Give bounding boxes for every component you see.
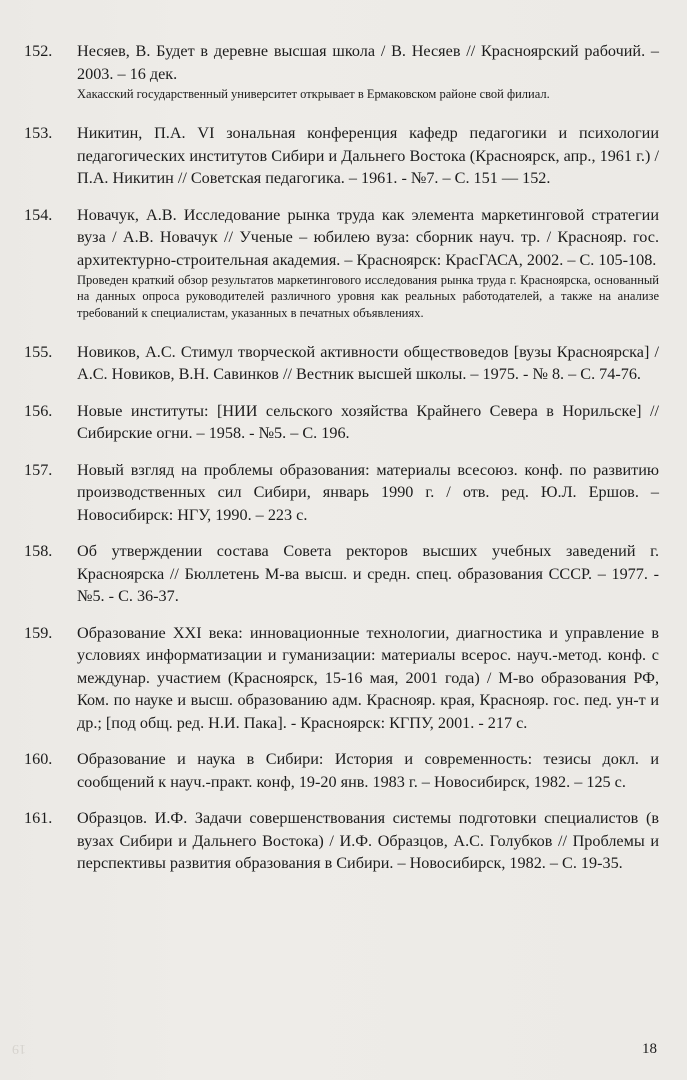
bibliography-entry-152	[24, 40, 659, 102]
entry-number: 156.	[24, 401, 53, 420]
entry-citation: Никитин, П.А. VI зональная конференция кафедр педагогики и психологии педагогических институтов Сибири и Дальнего Востока (Красноярск, апр., 1961 г.) / П.А. Никитин // Советская педагогика. – 1961. - №7. – С. 151 — 152.	[77, 124, 659, 188]
entry-number: 159.	[24, 623, 53, 642]
bibliography-entry-159	[24, 622, 659, 735]
entry-body	[77, 807, 659, 875]
bleed-through-page-number: 19	[12, 1041, 26, 1056]
entry-number: 158.	[24, 542, 53, 561]
entry-body	[77, 40, 659, 102]
entry-body	[77, 540, 659, 608]
bibliography-entry-158	[24, 540, 659, 608]
entry-number: 155.	[24, 342, 53, 361]
bibliography-entry-160	[24, 748, 659, 793]
entry-annotation: Проведен краткий обзор результатов маркетингового исследования рынка труда г. Красноярска, основанный на данных опроса руководителей различного уровня как реальных работодателей, а также на анализе требований к специалистам, указанных в печатных объявлениях.	[77, 273, 659, 320]
entry-annotation: Хакасский государственный университет открывает в Ермаковском районе свой филиал.	[77, 87, 550, 101]
entry-number: 161.	[24, 809, 53, 828]
bibliography-list	[24, 40, 659, 875]
bibliography-entry-157	[24, 459, 659, 527]
entry-body	[77, 459, 659, 527]
bibliography-entry-153	[24, 122, 659, 190]
entry-number: 153.	[24, 124, 53, 143]
entry-number: 157.	[24, 460, 53, 479]
entry-body	[77, 122, 659, 190]
entry-body	[77, 204, 659, 321]
page-number: 18	[642, 1041, 657, 1057]
bibliography-entry-156	[24, 400, 659, 445]
entry-citation: Новый взгляд на проблемы образования: материалы всесоюз. конф. по развитию производственных сил Сибири, январь 1990 г. / отв. ред. Ю.Л. Ершов. – Новосибирск: НГУ, 1990. – 223 с.	[77, 460, 659, 524]
entry-number: 154.	[24, 205, 53, 224]
entry-citation: Образование и наука в Сибири: История и современность: тезисы докл. и сообщений к науч.-практ. конф, 19-20 янв. 1983 г. – Новосибирск, 1982. – 125 с.	[77, 750, 659, 791]
bibliography-entry-154	[24, 204, 659, 321]
entry-citation: Новачук, А.В. Исследование рынка труда как элемента маркетинговой стратегии вуза / А.В. Новачук // Ученые – юбилею вуза: сборник науч. тр. / Краснояр. гос. архитектурно-строительная академия. – Красноярск: КрасГАСА, 2002. – С. 105-108.	[77, 205, 659, 269]
entry-citation: Несяев, В. Будет в деревне высшая школа / В. Несяев // Красноярский рабочий. – 2003. – 16 дек.	[77, 42, 659, 83]
entry-citation: Образцов. И.Ф. Задачи совершенствования системы подготовки специалистов (в вузах Сибири и Дальнего Востока) / И.Ф. Образцов, А.С. Голубков // Проблемы и перспективы развития образования в Сибири. – Новосибирск, 1982. – С. 19-35.	[77, 809, 659, 873]
bibliography-entry-161	[24, 807, 659, 875]
entry-citation: Новиков, А.С. Стимул творческой активности обществоведов [вузы Красноярска] / А.С. Новиков, В.Н. Савинков // Вестник высшей школы. – 1975. - № 8. – С. 74-76.	[77, 342, 659, 384]
entry-citation: Новые институты: [НИИ сельского хозяйства Крайнего Севера в Норильске] // Сибирские огни. – 1958. - №5. – С. 196.	[77, 401, 659, 443]
entry-body	[77, 622, 659, 735]
entry-body	[77, 400, 659, 445]
entry-citation: Об утверждении состава Совета ректоров высших учебных заведений г. Красноярска // Бюллетень М-ва высш. и средн. спец. образования СССР. – 1977. - №5. - С. 36-37.	[77, 542, 659, 606]
entry-body	[77, 748, 659, 793]
entry-number: 160.	[24, 750, 53, 769]
bibliography-entry-155	[24, 341, 659, 386]
entry-citation: Образование XXI века: инновационные технологии, диагностика и управление в условиях информатизации и гуманизации: материалы всерос. науч.-метод. конф. с междунар. участием (Красноярск, 15-16 мая, 2001 года) / М-во образования РФ, Ком. по науке и высш. образованию адм. Краснояр. края, Краснояр. гос. пед. ун-т и др.; [под общ. ред. Н.И. Пака]. - Красноярск: КГПУ, 2001. - 217 с.	[77, 623, 659, 732]
entry-number: 152.	[24, 42, 53, 60]
entry-body	[77, 341, 659, 386]
